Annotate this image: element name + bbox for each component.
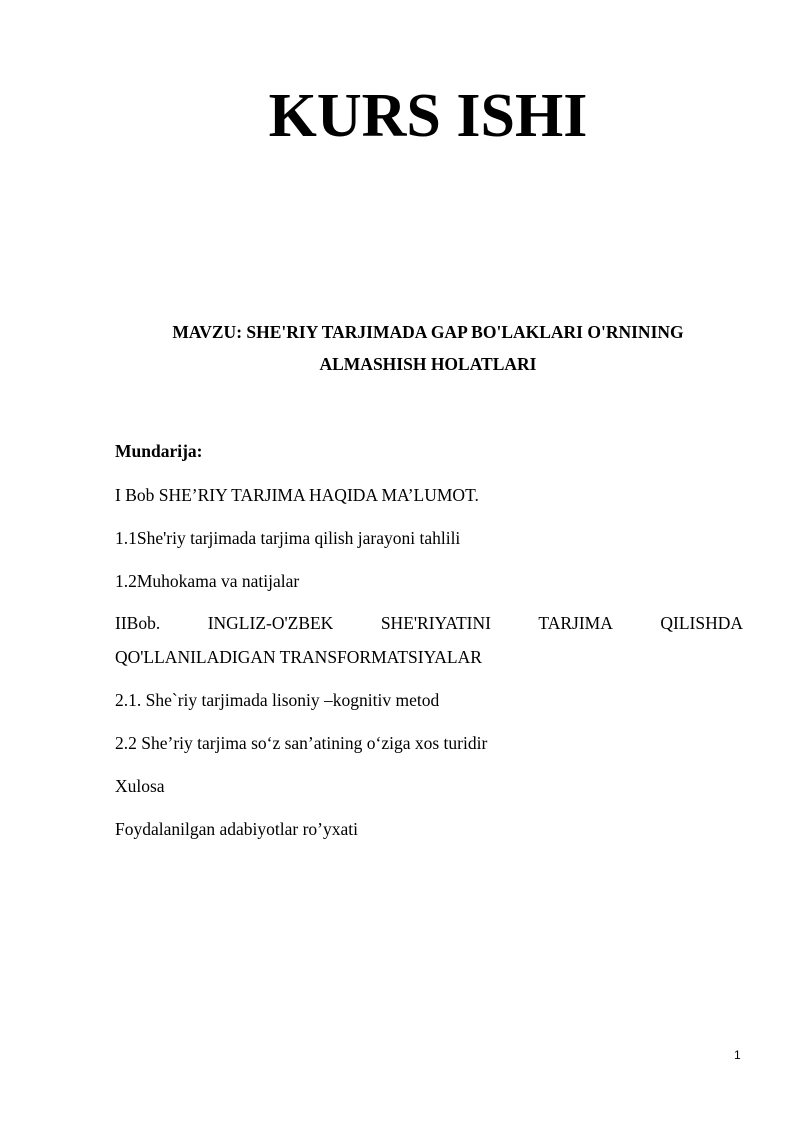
toc-item-1-1: 1.1She'riy tarjimada tarjima qilish jarayoni tahlili xyxy=(115,528,461,548)
toc-item-chapter-2-word: INGLIZ-O'ZBEK xyxy=(207,613,334,633)
toc-item-1-2: 1.2Muhokama va natijalar xyxy=(115,571,300,591)
topic-line-2: ALMASHISH HOLATLARI xyxy=(319,354,537,374)
toc-item-chapter-1: I Bob SHE’RIY TARJIMA HAQIDA MA’LUMOT. xyxy=(115,485,479,505)
toc-item-2-1: 2.1. She`riy tarjimada lisoniy –kognitiv metod xyxy=(115,690,440,710)
toc-item-chapter-2 xyxy=(115,612,743,634)
toc-item-chapter-2-continued: QO'LLANILADIGAN TRANSFORMATSIYALAR xyxy=(115,647,482,667)
toc-item-2-2: 2.2 She’riy tarjima so‘z san’atining o‘ziga xos turidir xyxy=(115,733,488,753)
topic-line-1: MAVZU: SHE'RIY TARJIMADA GAP BO'LAKLARI O'RNINING xyxy=(172,322,684,342)
document-title: KURS ISHI xyxy=(268,82,588,150)
toc-item-chapter-2-word: QILISHDA xyxy=(660,613,743,633)
page-number: 1 xyxy=(734,1048,741,1062)
toc-item-conclusion: Xulosa xyxy=(115,776,165,796)
toc-item-chapter-2-word: IIBob. xyxy=(115,613,161,633)
toc-item-chapter-2-word: TARJIMA xyxy=(538,613,613,633)
toc-item-chapter-2-word: SHE'RIYATINI xyxy=(380,613,491,633)
toc-item-references: Foydalanilgan adabiyotlar ro’yxati xyxy=(115,819,358,839)
toc-heading: Mundarija: xyxy=(115,441,203,461)
